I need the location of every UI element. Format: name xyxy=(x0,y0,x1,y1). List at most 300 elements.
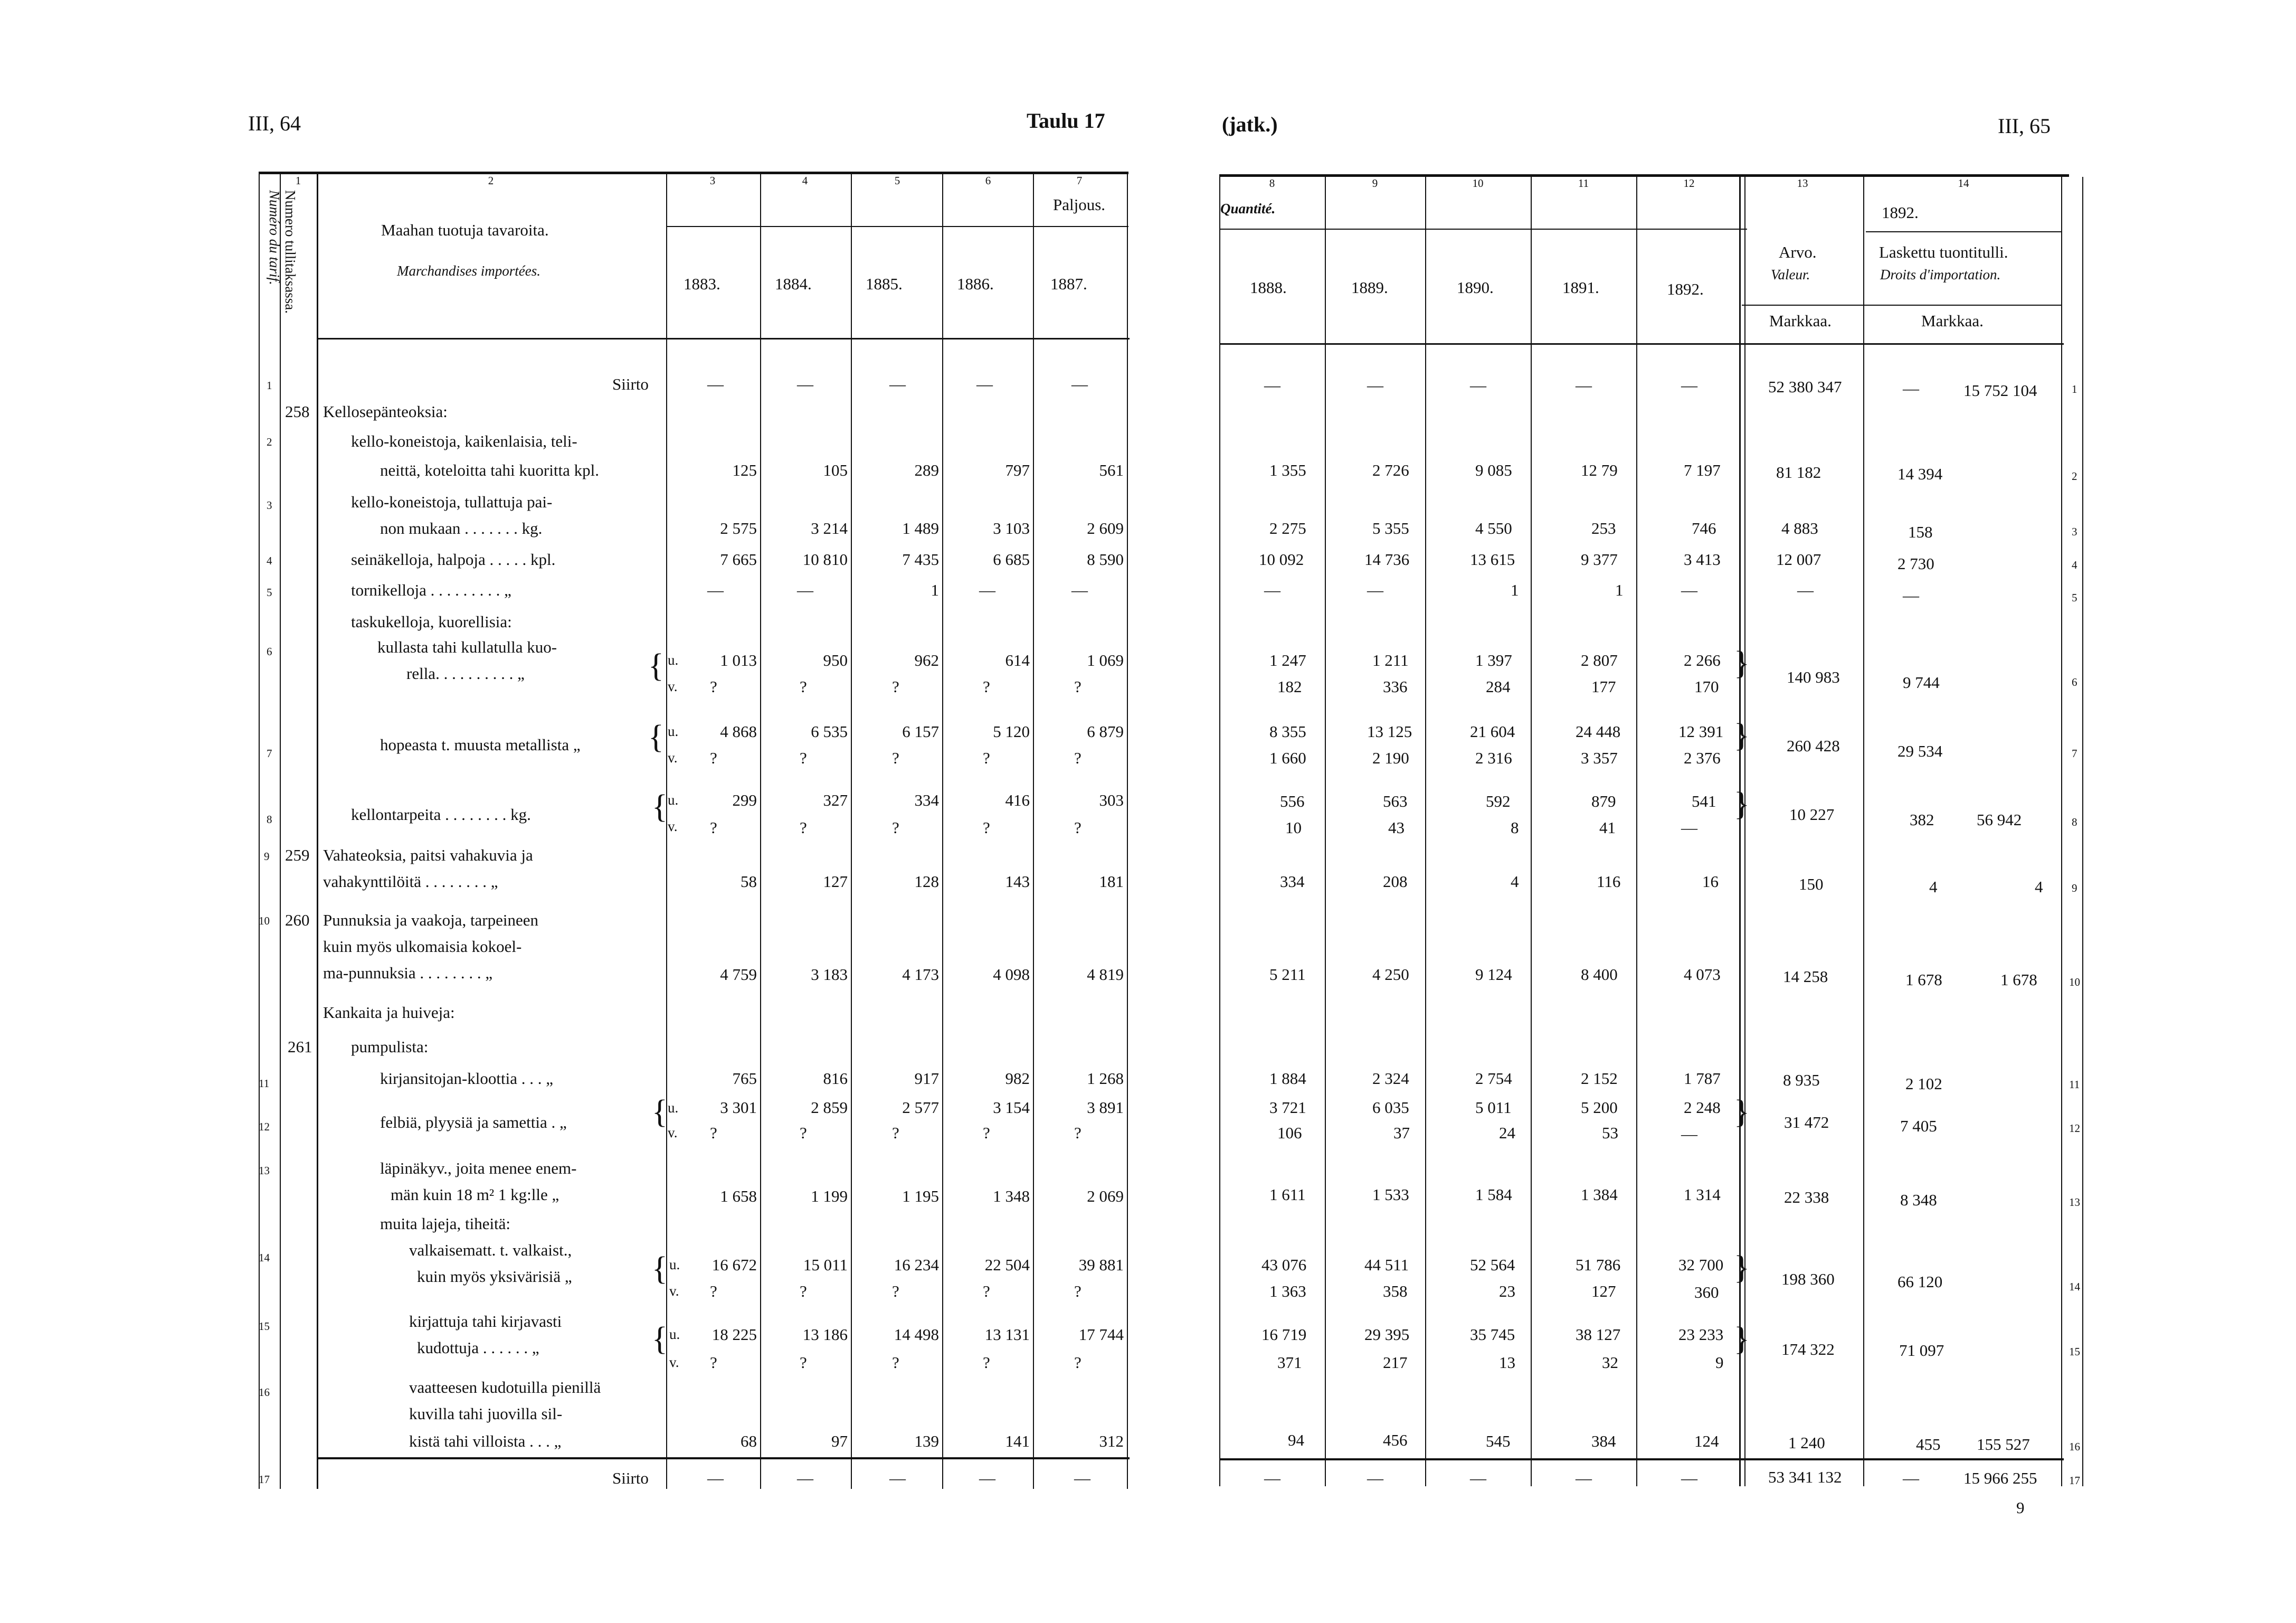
colnum-12: 12 xyxy=(1683,177,1695,190)
row-number: 3 xyxy=(2072,525,2077,538)
right-sum-rule xyxy=(1219,1458,2064,1460)
cell: ? xyxy=(800,1282,807,1300)
cell: — xyxy=(979,581,995,599)
cell: 8 590 xyxy=(1087,550,1124,569)
item-label: kuin myös ulkomaisia kokoel- xyxy=(323,937,522,956)
value-cell: 53 341 132 xyxy=(1768,1468,1842,1486)
cell: 2 266 xyxy=(1684,651,1721,669)
vline-value-double xyxy=(1744,177,1745,1486)
row-number: 3 xyxy=(267,499,272,512)
year-1884: 1884. xyxy=(775,275,812,293)
cell: ? xyxy=(800,749,807,767)
cell: 950 xyxy=(823,651,848,669)
vline-1891 xyxy=(1531,177,1532,1486)
cell: 334 xyxy=(1280,872,1305,891)
cell: 9 085 xyxy=(1475,461,1512,479)
cell: 32 xyxy=(1602,1353,1618,1372)
cell: 358 xyxy=(1383,1282,1408,1300)
cell: 10 xyxy=(1285,818,1302,837)
value-cell: 4 883 xyxy=(1781,519,1818,537)
value-cell: 1 240 xyxy=(1788,1433,1825,1452)
duty-cell: 29 534 xyxy=(1897,742,1943,760)
cell: 1 069 xyxy=(1087,651,1124,669)
value-cell: 14 258 xyxy=(1783,967,1828,986)
colnum-2: 2 xyxy=(488,174,494,187)
tariff-number: 261 xyxy=(288,1037,312,1056)
row-number: 6 xyxy=(2072,676,2077,688)
cell: 13 186 xyxy=(802,1325,848,1344)
group-label: pumpulista: xyxy=(351,1037,429,1056)
table-title: Taulu 17 xyxy=(1027,109,1105,133)
duty-cell: 14 394 xyxy=(1897,465,1943,483)
cell: 614 xyxy=(1005,651,1030,669)
cell: — xyxy=(1576,376,1592,394)
vline-1884 xyxy=(760,174,761,1489)
cell: 2 275 xyxy=(1269,519,1306,537)
colnum-9: 9 xyxy=(1372,177,1378,190)
cell: — xyxy=(889,375,906,393)
cell: — xyxy=(1071,375,1088,393)
cell: — xyxy=(1681,818,1697,837)
row-number: 16 xyxy=(2069,1440,2080,1453)
year-1890: 1890. xyxy=(1457,278,1494,297)
row-number: 1 xyxy=(2072,383,2077,395)
cell: 1 384 xyxy=(1581,1185,1618,1204)
brace-glyph: { xyxy=(652,1251,668,1287)
cell: 10 810 xyxy=(802,550,848,569)
cell: 371 xyxy=(1277,1353,1302,1372)
cell: ? xyxy=(892,1282,899,1300)
cell: 141 xyxy=(1005,1432,1030,1450)
value-header-fi: Arvo. xyxy=(1779,243,1817,261)
cell: 2 248 xyxy=(1684,1098,1721,1117)
cell: 2 069 xyxy=(1087,1187,1124,1205)
colnum-1: 1 xyxy=(295,174,301,187)
cell: — xyxy=(1264,1469,1280,1487)
cell: 208 xyxy=(1383,872,1408,891)
cell: 43 xyxy=(1388,818,1405,837)
cell: 1 489 xyxy=(902,519,939,537)
cell: 97 xyxy=(831,1432,848,1450)
cell: 37 xyxy=(1393,1124,1410,1142)
quantity-header-fr: Quantité. xyxy=(1220,201,1276,216)
cell: ? xyxy=(1074,818,1081,837)
year-1885: 1885. xyxy=(866,275,903,293)
cell: 6 157 xyxy=(902,722,939,741)
row-number: 1 xyxy=(267,379,272,392)
cell: 1 533 xyxy=(1372,1185,1409,1204)
cell: 58 xyxy=(741,872,757,891)
cell: 2 726 xyxy=(1372,461,1409,479)
brace-glyph: } xyxy=(1734,1250,1750,1286)
duty-cell: 71 097 xyxy=(1899,1341,1944,1360)
year-1892: 1892. xyxy=(1667,280,1704,298)
item-label: non mukaan . . . . . . . kg. xyxy=(380,519,543,537)
brace-glyph: { xyxy=(652,1321,668,1357)
v-label: v. xyxy=(669,1354,679,1370)
colnum-3: 3 xyxy=(709,174,716,187)
vline-1892 xyxy=(1636,177,1637,1486)
vline-1886 xyxy=(942,174,943,1489)
cell: 8 355 xyxy=(1269,722,1306,741)
cell: ? xyxy=(892,677,899,696)
right-header-bottom-rule xyxy=(1219,343,2064,345)
group-label: Kankaita ja huiveja: xyxy=(323,1003,455,1022)
cell: 4 550 xyxy=(1475,519,1512,537)
cell: 7 665 xyxy=(720,550,757,569)
item-label: muita lajeja, tiheitä: xyxy=(380,1214,511,1233)
cell: 143 xyxy=(1005,872,1030,891)
cell: 124 xyxy=(1694,1432,1719,1450)
right-quantity-rule xyxy=(1219,229,1747,230)
cell: 561 xyxy=(1099,461,1124,479)
cell: 127 xyxy=(1591,1282,1616,1300)
col2-header-fi: Maahan tuotuja tavaroita. xyxy=(381,221,549,239)
value-cell: 174 322 xyxy=(1781,1340,1835,1358)
item-label: kuin myös yksivärisiä „ xyxy=(417,1267,572,1286)
cell: 8 400 xyxy=(1581,965,1618,984)
cell: 12 79 xyxy=(1581,461,1618,479)
item-label: taskukelloja, kuorellisia: xyxy=(351,612,512,631)
cell: 7 197 xyxy=(1684,461,1721,479)
cell: 23 233 xyxy=(1678,1325,1724,1344)
cell: ? xyxy=(892,818,899,837)
colnum-10: 10 xyxy=(1472,177,1484,190)
value-cell: 81 182 xyxy=(1776,463,1821,482)
cell: — xyxy=(1367,1469,1383,1487)
cell: ? xyxy=(892,1353,899,1372)
cell: ? xyxy=(983,818,990,837)
item-label: läpinäkyv., joita menee enem- xyxy=(380,1159,577,1177)
vline-right-start xyxy=(1219,177,1220,1486)
cell: — xyxy=(1576,1469,1592,1487)
cell: — xyxy=(1264,376,1280,394)
cell: ? xyxy=(983,749,990,767)
cell: ? xyxy=(1074,749,1081,767)
cell: — xyxy=(889,1469,906,1487)
left-quantity-rule xyxy=(666,226,1128,227)
value-cell: — xyxy=(1797,581,1814,599)
cell: — xyxy=(979,1469,995,1487)
cell: — xyxy=(707,1469,724,1487)
cell: 879 xyxy=(1591,792,1616,810)
year-1883: 1883. xyxy=(684,275,720,293)
row-number: 2 xyxy=(2072,470,2077,483)
cell: 5 200 xyxy=(1581,1098,1618,1117)
cell: 1 787 xyxy=(1684,1069,1721,1088)
item-label: män kuin 18 m² 1 kg:lle „ xyxy=(391,1185,559,1204)
year-1886: 1886. xyxy=(957,275,994,293)
cell: 592 xyxy=(1486,792,1511,810)
brace-glyph: } xyxy=(1734,645,1750,681)
cell: 128 xyxy=(914,872,939,891)
brace-glyph: { xyxy=(648,719,664,755)
row-number: 9 xyxy=(2072,882,2077,894)
item-label: Vahateoksia, paitsi vahakuvia ja xyxy=(323,846,533,864)
cell: — xyxy=(797,375,813,393)
cell: 6 685 xyxy=(993,550,1030,569)
v-label: v. xyxy=(668,818,678,834)
siirto-label: Siirto xyxy=(612,1469,649,1487)
tariff-number: 260 xyxy=(285,911,310,929)
cell: 22 504 xyxy=(984,1256,1030,1274)
v-label: v. xyxy=(669,1283,679,1299)
value-cell: 198 360 xyxy=(1781,1270,1835,1288)
cell: — xyxy=(707,375,724,393)
cell: 1 355 xyxy=(1269,461,1306,479)
duty-cell: 8 348 xyxy=(1900,1191,1937,1209)
cell: 384 xyxy=(1591,1432,1616,1450)
row-number: 8 xyxy=(2072,816,2077,828)
cell: ? xyxy=(710,818,717,837)
cell: 962 xyxy=(914,651,939,669)
cell: 253 xyxy=(1591,519,1616,537)
cell: 181 xyxy=(1099,872,1124,891)
colnum-4: 4 xyxy=(802,174,808,187)
cell: 3 721 xyxy=(1269,1098,1306,1117)
duty-cell: 155 527 xyxy=(1977,1435,2030,1454)
cell: ? xyxy=(983,677,990,696)
duty-cell: 1 678 xyxy=(2000,970,2037,989)
tariff-number: 258 xyxy=(285,402,310,421)
cell: 1 247 xyxy=(1269,651,1306,669)
left-table-top-rule xyxy=(259,172,1128,174)
brace-glyph: } xyxy=(1734,1094,1750,1130)
cell: 545 xyxy=(1486,1432,1511,1450)
cell: 1 xyxy=(1615,581,1624,599)
colnum-13: 13 xyxy=(1797,177,1808,190)
duty-cell: 1 678 xyxy=(1905,970,1942,989)
cell: 4 xyxy=(1511,872,1519,891)
cell: 360 xyxy=(1694,1283,1719,1301)
cell: 1 584 xyxy=(1475,1185,1512,1204)
cell: 765 xyxy=(732,1069,757,1088)
vline-left-end xyxy=(1127,174,1128,1489)
row-number: 16 xyxy=(259,1386,270,1399)
brace-glyph: { xyxy=(652,789,668,825)
cell: 217 xyxy=(1383,1353,1408,1372)
v-label: v. xyxy=(668,678,678,694)
cell: 94 xyxy=(1288,1431,1304,1449)
duty-cell: — xyxy=(1903,586,1919,605)
cell: 68 xyxy=(741,1432,757,1450)
cell: 13 125 xyxy=(1367,722,1412,741)
row-number: 12 xyxy=(259,1120,270,1133)
cell: 13 615 xyxy=(1470,550,1515,569)
cell: 1 363 xyxy=(1269,1282,1306,1300)
row-number: 7 xyxy=(267,747,272,760)
cell: ? xyxy=(983,1124,990,1142)
cell: 14 498 xyxy=(894,1325,939,1344)
cell: 982 xyxy=(1005,1069,1030,1088)
row-number: 5 xyxy=(2072,591,2077,604)
brace-glyph: { xyxy=(648,648,664,684)
cell: 1 348 xyxy=(993,1187,1030,1205)
cell: 13 131 xyxy=(984,1325,1030,1344)
u-label: u. xyxy=(668,723,679,739)
item-label: valkaisematt. t. valkaist., xyxy=(409,1241,572,1259)
left-num-vline xyxy=(280,174,281,1489)
value-cell: 8 935 xyxy=(1783,1071,1820,1089)
right-page-label: III, 65 xyxy=(1998,114,2051,138)
cell: — xyxy=(976,375,993,393)
right-table-top-rule xyxy=(1219,174,2069,177)
cell: ? xyxy=(983,1353,990,1372)
item-label: Punnuksia ja vaakoja, tarpeineen xyxy=(323,911,539,929)
cell: 556 xyxy=(1280,792,1305,810)
year-1889: 1889. xyxy=(1351,278,1388,297)
cell: 416 xyxy=(1005,791,1030,809)
item-label: vaatteesen kudotuilla pienillä xyxy=(409,1378,601,1396)
vline-value xyxy=(1739,177,1741,1486)
cell: — xyxy=(1470,1469,1486,1487)
cell: 2 316 xyxy=(1475,749,1512,767)
cell: 29 395 xyxy=(1364,1325,1410,1344)
u-label: u. xyxy=(669,1326,680,1342)
cell: 6 535 xyxy=(811,722,848,741)
left-sum-rule xyxy=(317,1457,1130,1459)
cell: 10 092 xyxy=(1259,550,1304,569)
cell: — xyxy=(797,581,813,599)
cell: 5 211 xyxy=(1269,965,1306,984)
cell: ? xyxy=(800,818,807,837)
item-label: kirjattuja tahi kirjavasti xyxy=(409,1312,562,1331)
quantity-header-fi: Paljous. xyxy=(1053,195,1106,214)
cell: 44 511 xyxy=(1364,1256,1409,1274)
row-number: 15 xyxy=(2069,1345,2080,1358)
row-number: 10 xyxy=(2069,976,2080,988)
item-label: kistä tahi villoista . . . „ xyxy=(409,1432,562,1450)
cell: — xyxy=(1074,1469,1090,1487)
cell: ? xyxy=(800,1353,807,1372)
cell: 746 xyxy=(1692,519,1716,537)
cell: 39 881 xyxy=(1078,1256,1124,1274)
cell: ? xyxy=(800,1124,807,1142)
cell: 4 173 xyxy=(902,965,939,984)
item-label: tornikelloja . . . . . . . . . „ xyxy=(351,581,511,599)
duty-cell: 158 xyxy=(1908,523,1933,541)
value-cell: 22 338 xyxy=(1784,1188,1829,1206)
cell: 312 xyxy=(1099,1432,1124,1450)
cell: 541 xyxy=(1692,792,1716,810)
duty-cell: 7 405 xyxy=(1900,1117,1937,1135)
cell: 4 868 xyxy=(720,722,757,741)
cell: 1 660 xyxy=(1269,749,1306,767)
cell: 816 xyxy=(823,1069,848,1088)
item-label: hopeasta t. muusta metallista „ xyxy=(380,735,581,754)
cell: 2 807 xyxy=(1581,651,1618,669)
cell: 917 xyxy=(914,1069,939,1088)
cell: — xyxy=(1470,376,1486,394)
cell: 1 658 xyxy=(720,1187,757,1205)
year-1892-header: 1892. xyxy=(1882,203,1919,222)
markkaa-duty-header: Markkaa. xyxy=(1921,312,1984,330)
value-header-fr: Valeur. xyxy=(1771,267,1810,282)
vline-1885 xyxy=(851,174,852,1489)
cell: ? xyxy=(892,749,899,767)
cell: 23 xyxy=(1499,1282,1515,1300)
cell: 8 xyxy=(1511,818,1519,837)
cell: 3 214 xyxy=(811,519,848,537)
cell: 4 098 xyxy=(993,965,1030,984)
left-page-label: III, 64 xyxy=(248,111,301,135)
cell: 35 745 xyxy=(1470,1325,1515,1344)
cell: — xyxy=(1367,376,1383,394)
row-number: 7 xyxy=(2072,747,2077,760)
cell: 1 211 xyxy=(1372,651,1409,669)
item-label: kellontarpeita . . . . . . . . kg. xyxy=(351,805,531,824)
row-number: 4 xyxy=(267,554,272,567)
duty-cell: — xyxy=(1903,1469,1919,1487)
cell: 334 xyxy=(914,791,939,809)
cell: 2 577 xyxy=(902,1098,939,1117)
duty-cell: 2 102 xyxy=(1905,1074,1942,1093)
cell: 116 xyxy=(1597,872,1621,891)
u-label: u. xyxy=(669,1257,680,1272)
duty-cell: 15 966 255 xyxy=(1963,1469,2037,1487)
cell: ? xyxy=(892,1124,899,1142)
cell: 3 891 xyxy=(1087,1098,1124,1117)
cell: ? xyxy=(710,1124,717,1142)
cell: 9 xyxy=(1715,1353,1724,1372)
colnum-7: 7 xyxy=(1076,174,1083,187)
cell: 18 225 xyxy=(711,1325,757,1344)
cell: 6 035 xyxy=(1372,1098,1409,1117)
cell: 2 190 xyxy=(1372,749,1409,767)
cell: 5 120 xyxy=(993,722,1030,741)
duty-cell: 9 744 xyxy=(1903,673,1940,692)
row-number: 13 xyxy=(2069,1196,2080,1209)
cell: ? xyxy=(800,677,807,696)
duty-cell: — xyxy=(1903,379,1919,398)
vline-duty-end xyxy=(2061,177,2062,1486)
left-header-bottom-rule xyxy=(317,338,1130,339)
cell: 4 759 xyxy=(720,965,757,984)
cell: 105 xyxy=(823,461,848,479)
cell: ? xyxy=(1074,677,1081,696)
cell: — xyxy=(1681,376,1697,394)
item-label: kello-koneistoja, tullattuja pai- xyxy=(351,493,553,511)
u-label: u. xyxy=(668,652,679,668)
cell: 303 xyxy=(1099,791,1124,809)
cell: 1 611 xyxy=(1269,1185,1306,1204)
cell: — xyxy=(1367,581,1383,599)
cell: 4 250 xyxy=(1372,965,1409,984)
cell: — xyxy=(1681,1125,1697,1143)
item-label: vahakynttilöitä . . . . . . . . „ xyxy=(323,872,498,891)
left-tariff-vline xyxy=(317,174,318,1489)
row-number: 2 xyxy=(267,436,272,448)
cell: — xyxy=(1681,581,1697,599)
row-number: 10 xyxy=(259,914,270,927)
cell: ? xyxy=(710,1282,717,1300)
cell: 2 754 xyxy=(1475,1069,1512,1088)
value-cell: 12 007 xyxy=(1776,550,1821,569)
cell: — xyxy=(1264,581,1280,599)
cell: 1 199 xyxy=(811,1187,848,1205)
colnum-5: 5 xyxy=(894,174,900,187)
item-label: kuvilla tahi juovilla sil- xyxy=(409,1404,563,1423)
vline-1889 xyxy=(1325,177,1326,1486)
cell: 51 786 xyxy=(1576,1256,1621,1274)
row-number: 11 xyxy=(2069,1078,2080,1091)
row-number: 5 xyxy=(267,586,272,599)
cell: 2 152 xyxy=(1581,1069,1618,1088)
colnum-11: 11 xyxy=(1578,177,1589,190)
duty-cell: 56 942 xyxy=(1977,810,2022,829)
left-outer-vline xyxy=(259,174,260,1489)
cell: 327 xyxy=(823,791,848,809)
